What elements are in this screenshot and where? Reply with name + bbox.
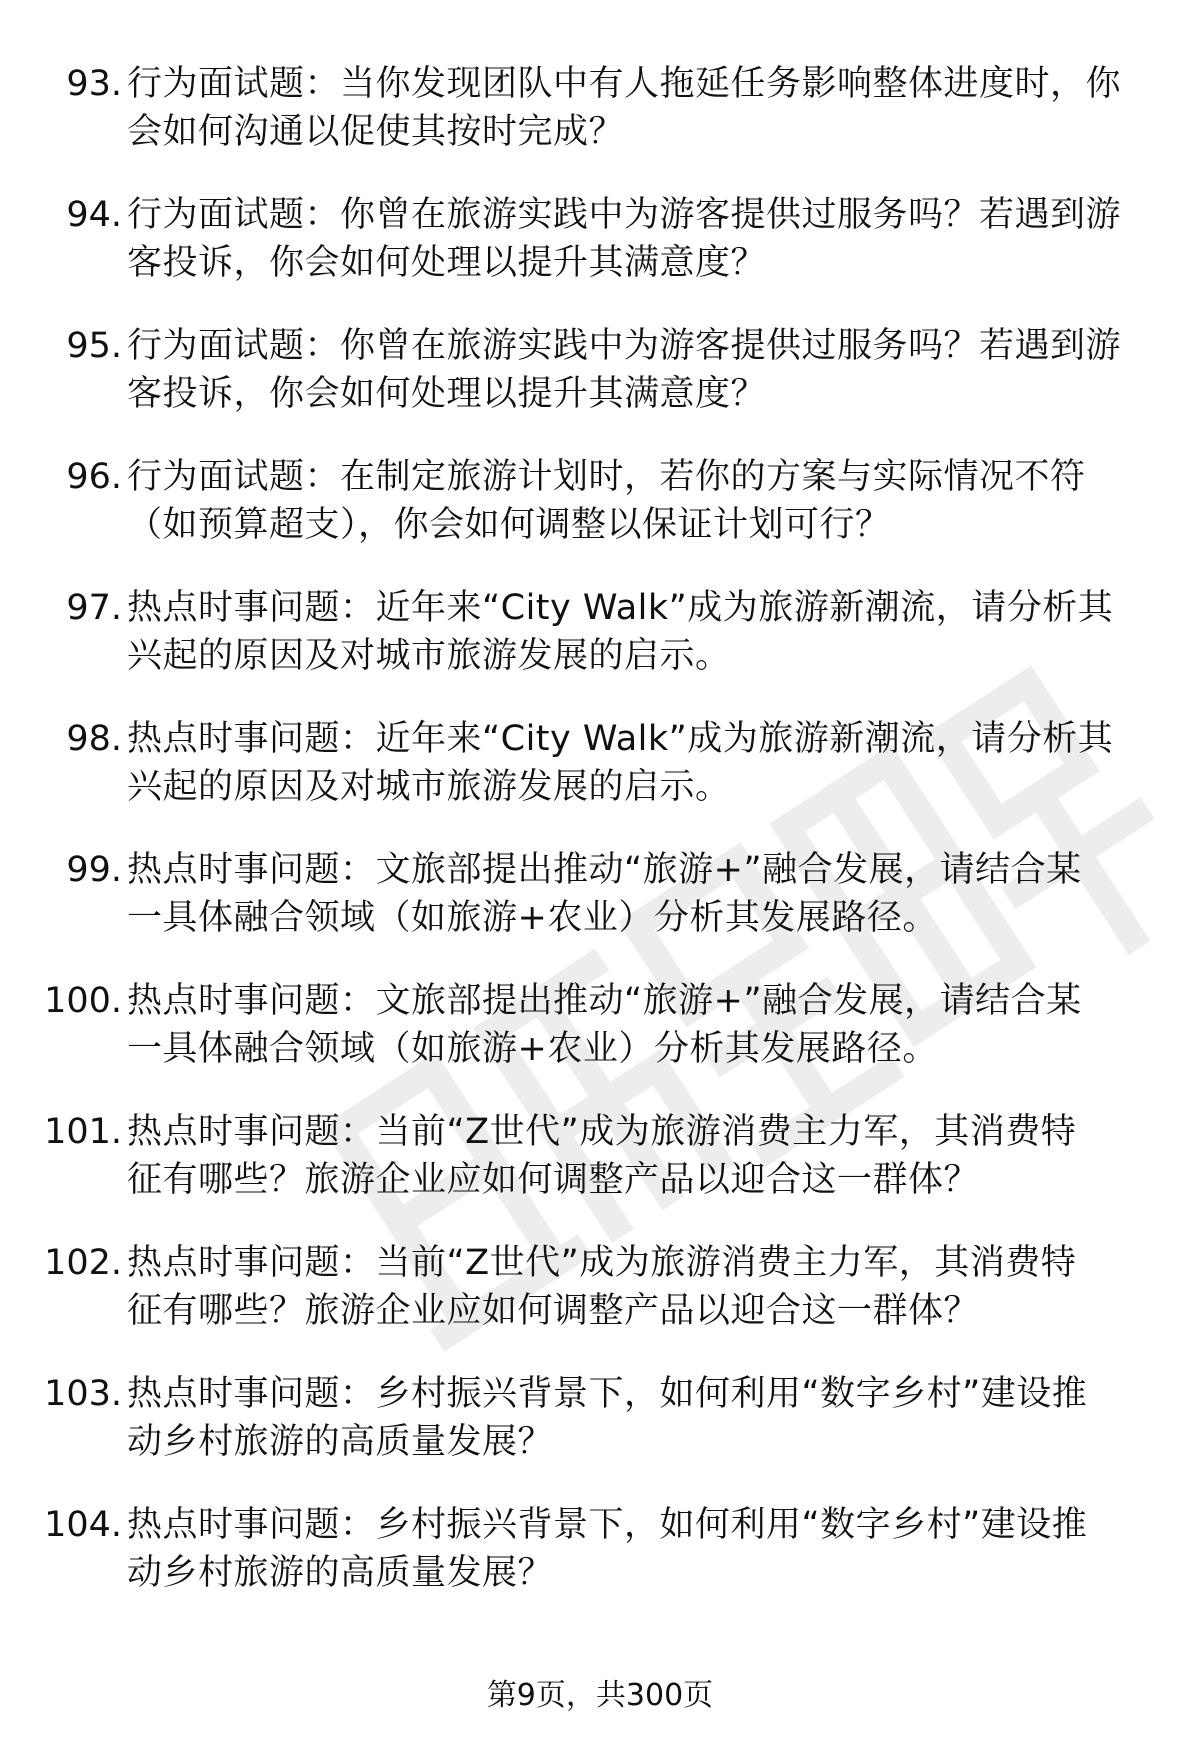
question-line-2: （如预算超支），你会如何调整以保证计划可行？ [127,505,891,545]
question-text [127,584,1177,680]
question-number: 100. [44,981,122,1021]
question-list [0,60,1200,1632]
question-text [127,1239,1177,1335]
question-line-1: 热点时事问题：文旅部提出推动“旅游+”融合发展，请结合某 [127,850,1082,890]
question-line-1: 热点时事问题：近年来“City Walk”成为旅游新潮流，请分析其 [127,588,1114,628]
question-line-2: 客投诉，你会如何处理以提升其满意度？ [127,243,767,283]
question-line-2: 兴起的原因及对城市旅游发展的启示。 [127,767,731,807]
question-text [127,1501,1177,1597]
list-item [0,191,1200,322]
question-text [127,1370,1177,1466]
page-number-text: 第9页，共300页 [486,1678,714,1713]
question-text [127,846,1177,942]
question-line-1: 热点时事问题：文旅部提出推动“旅游+”融合发展，请结合某 [127,981,1082,1021]
question-number: 98. [66,719,122,759]
question-line-1: 热点时事问题：当前“Z世代”成为旅游消费主力军，其消费特 [127,1112,1077,1152]
question-number: 97. [66,588,122,628]
question-line-1: 热点时事问题：当前“Z世代”成为旅游消费主力军，其消费特 [127,1243,1077,1283]
question-line-2: 动乡村旅游的高质量发展？ [127,1553,554,1593]
question-text [127,60,1177,156]
question-line-2: 客投诉，你会如何处理以提升其满意度？ [127,374,767,414]
question-number: 104. [44,1505,122,1545]
list-item [0,584,1200,715]
question-number: 93. [66,64,122,104]
question-line-2: 一具体融合领域（如旅游+农业）分析其发展路径。 [127,1029,938,1069]
question-number: 94. [66,195,122,235]
question-line-2: 征有哪些？旅游企业应如何调整产品以迎合这一群体？ [127,1160,980,1200]
list-item [0,453,1200,584]
question-number: 101. [44,1112,122,1152]
question-line-2: 征有哪些？旅游企业应如何调整产品以迎合这一群体？ [127,1291,980,1331]
list-item [0,977,1200,1108]
question-line-1: 热点时事问题：乡村振兴背景下，如何利用“数字乡村”建设推 [127,1505,1088,1545]
question-text [127,977,1177,1073]
question-line-2: 一具体融合领域（如旅游+农业）分析其发展路径。 [127,898,938,938]
question-line-1: 行为面试题：你曾在旅游实践中为游客提供过服务吗？若遇到游 [127,195,1122,235]
question-number: 103. [44,1374,122,1414]
question-line-1: 热点时事问题：乡村振兴背景下，如何利用“数字乡村”建设推 [127,1374,1088,1414]
question-text [127,1108,1177,1204]
list-item [0,715,1200,846]
list-item [0,1239,1200,1370]
question-number: 95. [66,326,122,366]
question-line-1: 热点时事问题：近年来“City Walk”成为旅游新潮流，请分析其 [127,719,1114,759]
question-text [127,453,1177,549]
question-line-1: 行为面试题：在制定旅游计划时，若你的方案与实际情况不符 [127,457,1086,497]
list-item [0,1108,1200,1239]
question-line-2: 会如何沟通以促使其按时完成？ [127,112,625,152]
question-line-1: 行为面试题：你曾在旅游实践中为游客提供过服务吗？若遇到游 [127,326,1122,366]
question-number: 102. [44,1243,122,1283]
list-item [0,60,1200,191]
list-item [0,322,1200,453]
question-line-2: 兴起的原因及对城市旅游发展的启示。 [127,636,731,676]
list-item [0,1501,1200,1632]
question-text [127,715,1177,811]
question-number: 99. [66,850,122,890]
list-item [0,846,1200,977]
question-line-1: 行为面试题：当你发现团队中有人拖延任务影响整体进度时，你 [127,64,1122,104]
question-text [127,322,1177,418]
list-item [0,1370,1200,1501]
question-text [127,191,1177,287]
page-footer [0,1676,1200,1716]
question-line-2: 动乡村旅游的高质量发展？ [127,1422,554,1462]
question-number: 96. [66,457,122,497]
